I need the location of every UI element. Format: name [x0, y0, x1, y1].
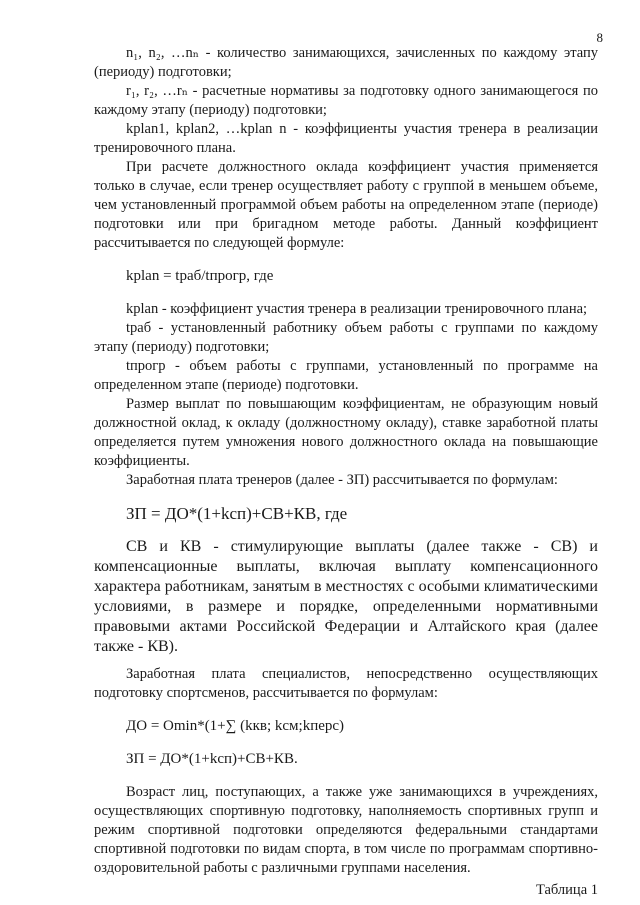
formula-coach-salary: ЗП = ДО*(1+kсп)+СВ+КВ, где [126, 504, 348, 523]
paragraph-kplan-definition: kplan1, kplan2, …kplan n - коэффициенты участия тренера в реализации тренировочного плана. [94, 121, 598, 156]
formula-kplan: kplan = tраб/tпрогр, где [126, 268, 274, 284]
paragraph-age-and-groups: Возраст лиц, поступающих, а также уже занимающихся в учреждениях, осуществляющих спортивную подготовку, наполняемость спортивных групп и режим спортивной подготовки определяются федеральными стандартами спортивной подготовки по видам спорта, в том числе по программам спортивно-оздоровительной работы с различными группами населения. [94, 784, 598, 876]
formula-zp: ЗП = ДО*(1+kсп)+СВ+КВ. [126, 751, 298, 767]
paragraph-sv-kv: СВ и КВ - стимулирующие выплаты (далее также - СВ) и компенсационные выплаты, включая выплату компенсационного характера работникам, занятым в местностях с особыми климатическими условиями, в размере и порядке, определенными нормативными правовыми актами Российской Федерации и Алтайского края (далее также - КВ). [94, 538, 598, 655]
formula-do: ДО = Omin*(1+∑ (kкв; kсм;kперс) [126, 718, 345, 734]
paragraph-coach-salary: Заработная плата тренеров (далее - ЗП) рассчитывается по формулам: [126, 472, 558, 488]
table-caption: Таблица 1 [535, 882, 598, 898]
paragraph-trab-meaning: tраб - установленный работнику объем работы с группами по каждому этапу (периоду) подготовки; [94, 320, 598, 355]
paragraph-bonus-coefficients: Размер выплат по повышающим коэффициентам, не образующим новый должностной оклад, к окладу (должностному окладу), ставке заработной платы определяется путем умножения нового должностного оклада на повышающие коэффициенты. [94, 396, 598, 469]
paragraph-participation-coefficient: При расчете должностного оклада коэффициент участия применяется только в случае, если тренер осуществляет работу с группой в меньшем объеме, чем установленный программой объем работы на определенном этапе (периоде) подготовки или при бригадном методе работы. Данный коэффициент рассчитывается по следующей формуле: [94, 159, 598, 251]
paragraph-tprogr-meaning: tпрогр - объем работы с группами, установленный по программе на определенном этапе (периоде) подготовки. [94, 358, 598, 393]
document-body [94, 44, 598, 900]
paragraph-n-definition: n₁, n₂, …nₙ - количество занимающихся, зачисленных по каждому этапу (периоду) подготовки; [94, 45, 598, 80]
paragraph-kplan-meaning: kplan - коэффициент участия тренера в реализации тренировочного плана; [126, 301, 588, 317]
paragraph-r-definition: r₁, r₂, …rₙ - расчетные нормативы за подготовку одного занимающегося по каждому этапу (периоду) подготовки; [94, 83, 598, 118]
page-number: 8 [596, 30, 603, 45]
paragraph-specialists-salary: Заработная плата специалистов, непосредственно осуществляющих подготовку спортсменов, рассчитывается по формулам: [94, 666, 598, 701]
